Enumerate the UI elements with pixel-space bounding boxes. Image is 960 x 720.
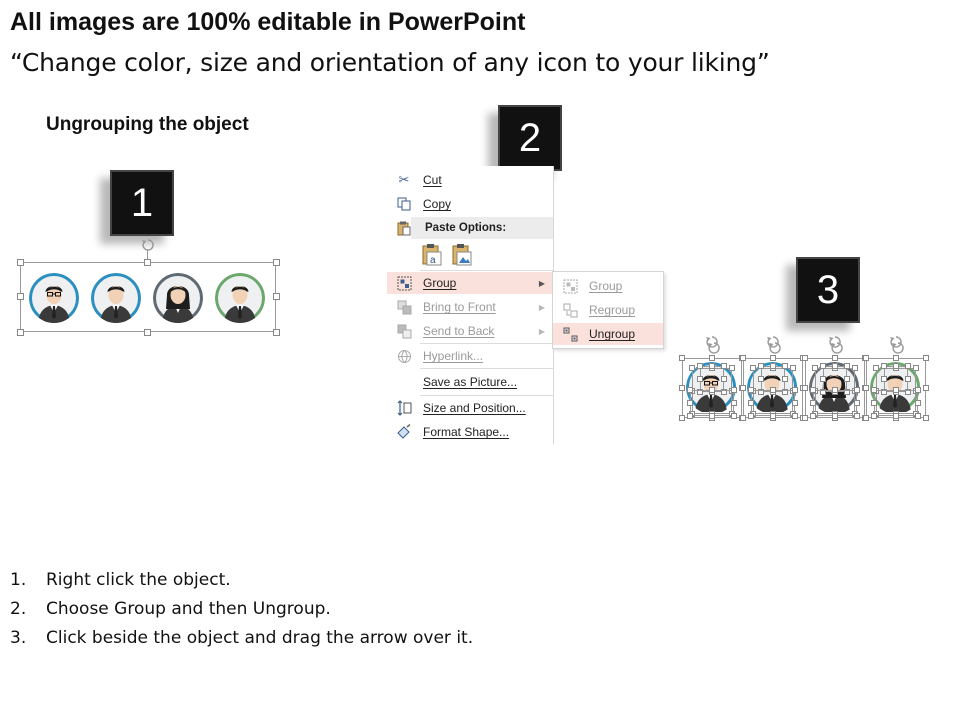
step-2-badge [498,105,562,171]
page-subtitle: “Change color, size and orientation of any icon to your liking” [10,48,770,77]
menu-item-format-shape[interactable] [387,421,553,443]
resize-handle[interactable] [923,385,929,391]
resize-handle[interactable] [915,387,921,393]
menu-item-label: Save as Picture... [423,375,518,389]
size-position-icon [393,399,415,417]
submenu-item-regroup[interactable] [553,299,663,321]
resize-handle[interactable] [863,385,869,391]
step-2-number: 2 [518,115,542,160]
resize-handle[interactable] [697,376,703,382]
bring-front-icon [393,298,415,316]
paste-option-picture[interactable] [451,243,473,267]
resize-handle[interactable] [820,363,826,369]
resize-handle[interactable] [893,355,899,361]
resize-handle[interactable] [863,355,869,361]
hyperlink-icon [393,347,415,365]
resize-handle[interactable] [709,355,715,361]
menu-item-group[interactable] [387,272,553,294]
resize-handle[interactable] [812,365,818,371]
menu-item-cut[interactable] [387,169,553,191]
menu-item-size-and-position[interactable] [387,397,553,419]
instruction-item: 1. Right click the object. [10,570,231,590]
resize-handle[interactable] [782,376,788,382]
resize-handle[interactable] [770,413,776,419]
resize-handle-tr[interactable] [273,259,280,266]
submenu-item-ungroup[interactable] [553,323,663,345]
step-1-badge [110,170,174,236]
resize-handle[interactable] [790,365,796,371]
resize-handle[interactable] [758,363,764,369]
resize-handle[interactable] [893,363,899,369]
menu-separator [420,395,553,396]
resize-handle[interactable] [758,376,764,382]
resize-handle-b[interactable] [144,329,151,336]
submenu-arrow-icon: ▶ [538,278,545,288]
svg-text:a: a [430,255,436,266]
resize-handle[interactable] [792,413,798,419]
submenu-arrow-icon: ▶ [538,326,545,336]
resize-handle[interactable] [852,365,858,371]
menu-separator [420,270,553,271]
menu-item-label: Group [423,276,457,290]
resize-handle[interactable] [893,413,899,419]
resize-handle[interactable] [905,363,911,369]
menu-item-label: Send to Back [423,324,495,338]
resize-handle[interactable] [905,376,911,382]
resize-handle[interactable] [802,385,808,391]
resize-handle[interactable] [913,365,919,371]
resize-handle[interactable] [782,363,788,369]
resize-handle-t[interactable] [144,259,151,266]
resize-handle[interactable] [923,415,929,421]
format-shape-icon [393,423,415,441]
group-icon [393,274,415,292]
menu-item-label: Cut [423,173,442,187]
resize-handle[interactable] [802,355,808,361]
resize-handle[interactable] [832,355,838,361]
resize-handle[interactable] [871,400,877,406]
resize-handle[interactable] [854,387,860,393]
rotate-handle-icon[interactable] [707,341,721,355]
instruction-item: 2. Choose Group and then Ungroup. [10,599,331,619]
step-1-number: 1 [130,180,154,225]
resize-handle[interactable] [709,363,715,369]
section-heading: Ungrouping the object [46,114,249,135]
copy-icon [393,195,415,213]
context-menu [387,166,554,444]
resize-handle[interactable] [871,413,877,419]
resize-handle[interactable] [832,363,838,369]
resize-handle[interactable] [679,415,685,421]
resize-handle[interactable] [792,400,798,406]
rotate-handle-icon[interactable] [768,341,782,355]
group-icon [559,277,581,295]
resize-handle-br[interactable] [273,329,280,336]
menu-separator [420,343,553,344]
resize-handle[interactable] [871,387,877,393]
resize-handle[interactable] [820,376,826,382]
resize-handle-l[interactable] [17,293,24,300]
resize-handle[interactable] [740,415,746,421]
resize-handle[interactable] [748,413,754,419]
resize-handle[interactable] [731,387,737,393]
scissors-icon: ✂ [398,172,410,187]
resize-handle[interactable] [697,363,703,369]
submenu-item-label: Group [589,279,623,293]
resize-handle[interactable] [770,363,776,369]
resize-handle[interactable] [709,413,715,419]
resize-handle[interactable] [740,385,746,391]
resize-handle-tl[interactable] [17,259,24,266]
group-submenu [552,271,664,349]
resize-handle[interactable] [770,355,776,361]
resize-handle[interactable] [740,355,746,361]
menu-item-label: Copy [423,197,452,211]
avatar-icon [91,273,141,323]
resize-handle[interactable] [709,387,715,393]
resize-handle[interactable] [679,355,685,361]
avatar-icon [29,273,79,323]
resize-handle[interactable] [854,413,860,419]
page-title: All images are 100% editable in PowerPoint [10,8,526,36]
paste-keep-text-icon [421,243,443,267]
paste-picture-icon [451,243,473,267]
resize-handle[interactable] [873,365,879,371]
menu-item-send-to-back[interactable] [387,320,553,342]
menu-item-hyperlink[interactable] [387,345,553,367]
resize-handle[interactable] [844,363,850,369]
resize-handle[interactable] [832,413,838,419]
resize-handle[interactable] [792,387,798,393]
menu-item-label: Hyperlink... [423,349,484,363]
resize-handle[interactable] [915,413,921,419]
menu-item-label: Bring to Front [423,300,496,314]
resize-handle[interactable] [810,400,816,406]
resize-handle[interactable] [689,365,695,371]
resize-handle[interactable] [731,400,737,406]
resize-handle[interactable] [750,365,756,371]
instruction-item: 3. Click beside the object and drag the arrow over it. [10,628,474,648]
instructions-list [10,570,473,657]
resize-handle[interactable] [844,376,850,382]
menu-item-save-as-picture[interactable] [387,371,553,393]
submenu-arrow-icon: ▶ [538,302,545,312]
rotate-handle-icon[interactable] [830,341,844,355]
ungroup-icon [559,325,581,343]
resize-handle[interactable] [748,400,754,406]
menu-item-label: Format Shape... [423,425,510,439]
regroup-icon [559,301,581,319]
resize-handle[interactable] [687,387,693,393]
resize-handle-r[interactable] [273,293,280,300]
rotate-handle-icon[interactable] [141,238,155,252]
submenu-item-group[interactable] [553,275,663,297]
menu-item-bring-to-front[interactable] [387,296,553,318]
submenu-item-label: Ungroup [589,327,636,341]
rotate-handle-icon[interactable] [891,341,905,355]
send-back-icon [393,322,415,340]
paste-options-header: Paste Options: [411,217,553,239]
resize-handle[interactable] [915,400,921,406]
resize-handle[interactable] [810,387,816,393]
menu-item-copy[interactable] [387,193,553,215]
resize-handle[interactable] [810,413,816,419]
resize-handle[interactable] [854,400,860,406]
resize-handle[interactable] [802,415,808,421]
resize-handle[interactable] [881,363,887,369]
resize-handle[interactable] [731,413,737,419]
resize-handle[interactable] [832,387,838,393]
step-3-number: 3 [816,267,840,312]
resize-handle[interactable] [687,400,693,406]
resize-handle[interactable] [721,376,727,382]
resize-handle[interactable] [893,387,899,393]
paste-option-keep-text[interactable] [421,243,443,267]
resize-handle[interactable] [721,363,727,369]
resize-handle[interactable] [863,415,869,421]
menu-separator [420,368,553,369]
resize-handle-bl[interactable] [17,329,24,336]
resize-handle[interactable] [679,385,685,391]
resize-handle[interactable] [770,387,776,393]
resize-handle[interactable] [687,413,693,419]
step-3-badge [796,257,860,323]
submenu-item-label: Regroup [589,303,636,317]
resize-handle[interactable] [881,376,887,382]
resize-handle[interactable] [923,355,929,361]
resize-handle[interactable] [729,365,735,371]
avatar-icon [215,273,265,323]
menu-item-label: Size and Position... [423,401,526,415]
resize-handle[interactable] [748,387,754,393]
avatar-icon [153,273,203,323]
